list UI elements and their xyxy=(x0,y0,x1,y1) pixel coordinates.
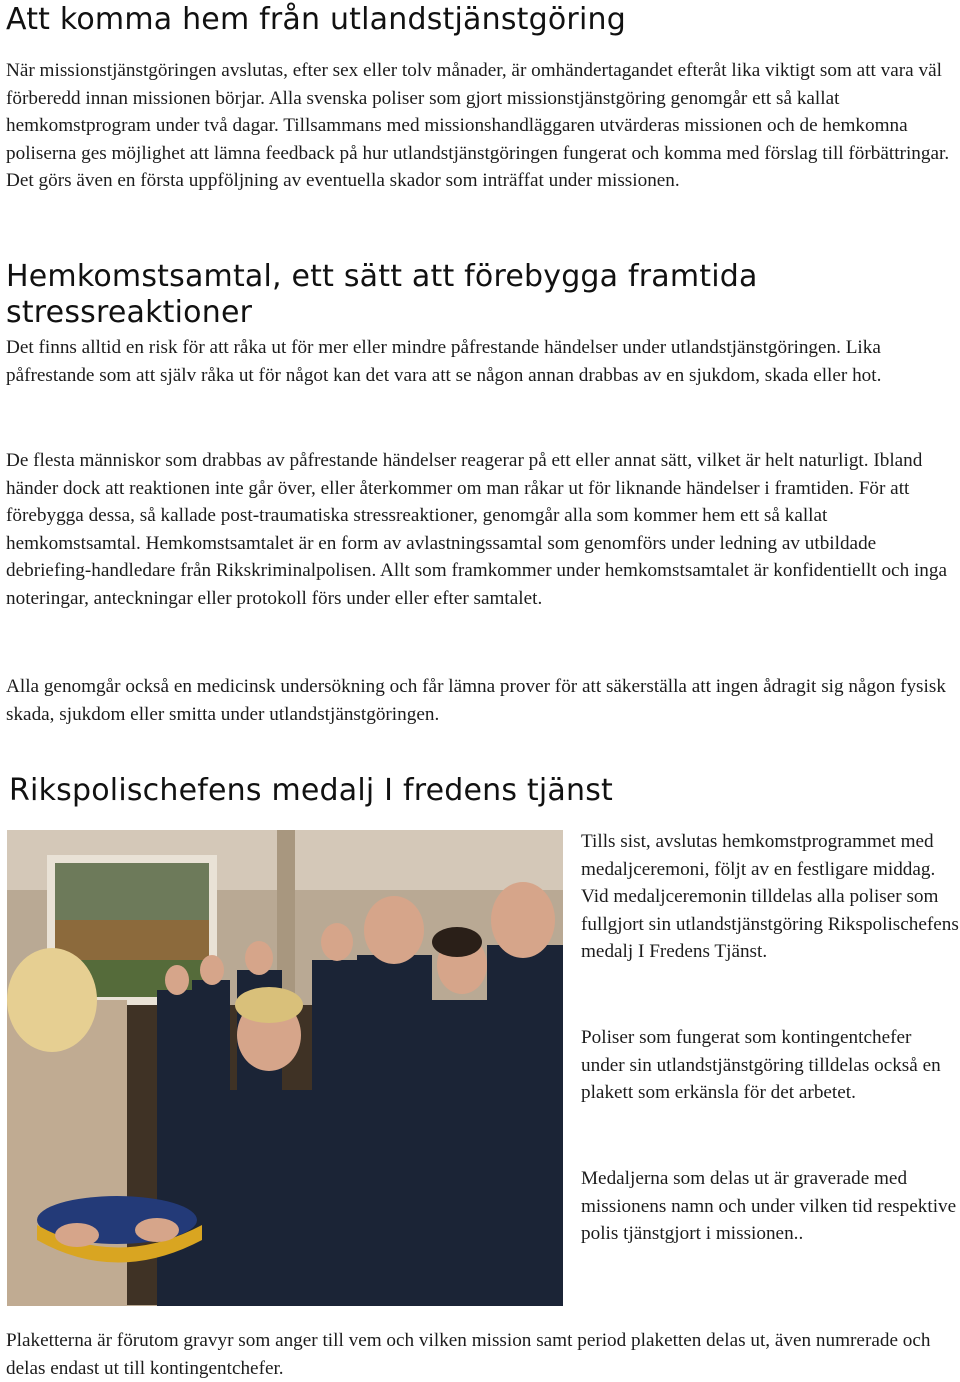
heading-medal: Rikspolischefens medalj I fredens tjänst xyxy=(9,773,614,808)
paragraph-debriefing-1: Det finns alltid en risk för att råka ut för mer eller mindre påfrestande händelser under utlandstjänstgöringen. Lika påfrestande som att själv råka ut för något kan det vara att se någon annan drabbas av en sjukdom, skada eller hot. xyxy=(6,337,882,386)
paragraph-debriefing-3: Alla genomgår också en medicinsk undersökning och får lämna prover för att säkerställa att ingen ådragit sig någon fysisk skada, sjukdom eller smitta under utlandstjänstgöringen. xyxy=(6,676,946,725)
medal-paragraph-1: Tills sist, avslutas hemkomstprogrammet med medaljceremoni, följt av en festligare middag. Vid medaljceremonin tilldelas alla poliser som fullgjort sin utlandstjänstgöring Rikspolischefens medalj I Fredens Tjänst. xyxy=(581,831,959,962)
medal-paragraph-3: Medaljerna som delas ut är graverade med missionens namn och under vilken tid respektive polis tjänstgjort i missionen.. xyxy=(581,1168,957,1244)
ceremony-photo xyxy=(7,830,563,1306)
paragraph-return-home: När missionstjänstgöringen avslutas, efter sex eller tolv månader, är omhändertagandet efteråt lika viktigt som att vara väl förberedd innan missionen börjar. Alla svenska poliser som gjort missionstjänstgöring genomgår ett så kallat hemkomstprogram under två dagar. Tillsammans med missionshandläggaren utvärderas missionen och de hemkomna poliserna ges möjlighet att lämna feedback på hur utlandstjänstgöringen fungerat och komma med förslag till förbättringar. Det görs även en första uppföljning av eventuella skador som inträffat under missionen. xyxy=(6,60,950,191)
medal-paragraph-2: Poliser som fungerat som kontingentchefer under sin utlandstjänstgöring tilldelas också en plakett som erkänsla för det arbetet. xyxy=(581,1027,941,1103)
heading-debriefing: Hemkomstsamtal, ett sätt att förebygga framtida stressreaktioner xyxy=(6,259,758,330)
paragraph-plaques: Plaketterna är förutom gravyr som anger till vem och vilken mission samt period plaketten delas ut, även numrerade och delas endast ut till kontingentchefer. xyxy=(6,1330,931,1379)
heading-return-home: Att komma hem från utlandstjänstgöring xyxy=(6,2,626,37)
paragraph-debriefing-2: De flesta människor som drabbas av påfrestande händelser reagerar på ett eller annat sätt, vilket är helt naturligt. Ibland händer dock att reaktionen inte går över, eller återkommer om man råkar ut för liknande händelser i framtiden. För att förebygga dessa, så kallade post-traumatiska stressreaktioner, genomgår alla som kommer hem ett så kallat hemkomstsamtal. Hemkomstsamtalet är en form av avlastningssamtal som genomförs under ledning av utbildade debriefing-handledare från Rikskriminalpolisen. Allt som framkommer under hemkomstsamtalet är konfidentiellt och inga noteringar, anteckningar eller protokoll förs under eller efter samtalet. xyxy=(6,450,948,609)
